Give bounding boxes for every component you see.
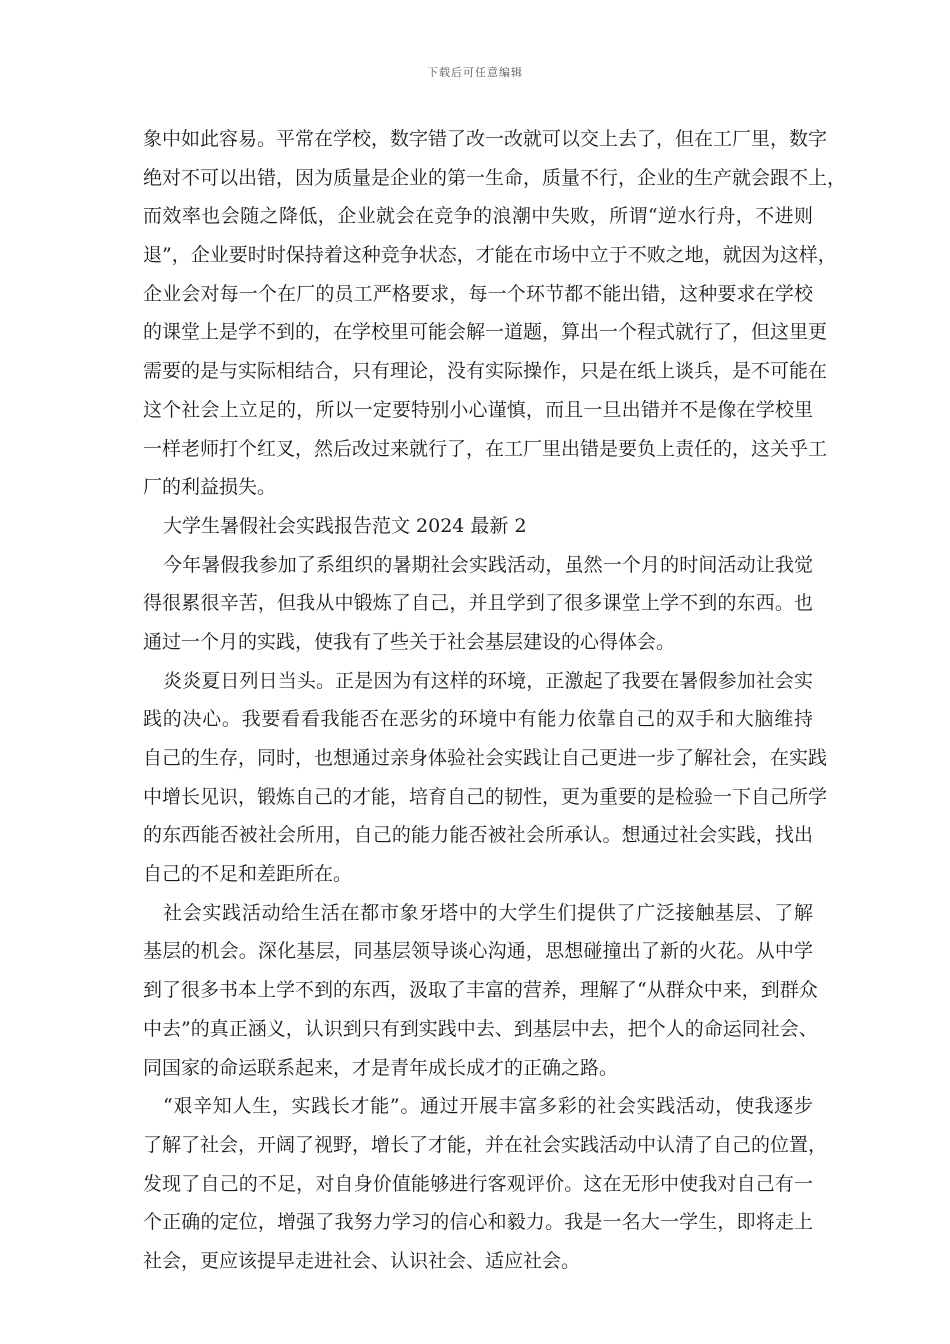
page-header: 下载后可任意编辑: [427, 66, 523, 79]
text-line: 的东西能否被社会所用，自己的能力能否被社会所承认。想通过社会实践，找出: [143, 824, 813, 847]
text-line: 中增长见识，锻炼自己的才能，培育自己的韧性，更为重要的是检验一下自己所学: [143, 785, 828, 808]
text-line: 践的决心。我要看看我能否在恶劣的环境中有能力依靠自己的双手和大脑维持: [143, 708, 813, 731]
text-line: 到了很多书本上学不到的东西，汲取了丰富的营养，理解了“从群众中来，到群众: [143, 979, 818, 1002]
document-body: [143, 120, 847, 1281]
text-line: 中去”的真正涵义，认识到只有到实践中去、到基层中去，把个人的命运同社会、: [143, 1017, 818, 1040]
text-line: 基层的机会。深化基层，同基层领导谈心沟通，思想碰撞出了新的火花。从中学: [143, 940, 813, 963]
text-line: 绝对不可以出错，因为质量是企业的第一生命，质量不行，企业的生产就会跟不上，: [143, 166, 847, 189]
text-line: 退”，企业要时时保持着这种竞争状态，才能在市场中立于不败之地，就因为这样，: [143, 244, 837, 267]
text-line: 需要的是与实际相结合，只有理论，没有实际操作，只是在纸上谈兵，是不可能在: [143, 360, 828, 383]
text-line: 个正确的定位，增强了我努力学习的信心和毅力。我是一名大一学生，即将走上: [143, 1211, 813, 1234]
text-line: 同国家的命运联系起来，才是青年成长成才的正确之路。: [143, 1056, 619, 1079]
text-line: 一样老师打个红叉，然后改过来就行了，在工厂里出错是要负上责任的，这关乎工: [143, 437, 828, 460]
text-line: 炎炎夏日列日当头。正是因为有这样的环境，正激起了我要在暑假参加社会实: [163, 669, 813, 692]
text-line: 象中如此容易。平常在学校，数字错了改一改就可以交上去了，但在工厂里，数字: [143, 128, 828, 150]
text-line: 厂的利益损失。: [143, 476, 277, 499]
text-line: 了解了社会，开阔了视野，增长了才能，并在社会实践活动中认清了自己的位置，: [143, 1133, 828, 1156]
text-line: 得很累很辛苦，但我从中锻炼了自己，并且学到了很多课堂上学不到的东西。也: [143, 592, 813, 615]
text-line: 大学生暑假社会实践报告范文 2024 最新 2: [163, 514, 527, 537]
text-line: 社会，更应该提早走进社会、认识社会、适应社会。: [143, 1249, 581, 1272]
text-line: 的课堂上是学不到的，在学校里可能会解一道题，算出一个程式就行了，但这里更: [143, 321, 828, 344]
text-line: 社会实践活动给生活在都市象牙塔中的大学生们提供了广泛接触基层、了解: [163, 901, 813, 924]
text-line: “艰辛知人生，实践长才能”。通过开展丰富多彩的社会实践活动，使我逐步: [163, 1095, 813, 1118]
text-line: 自己的不足和差距所在。: [143, 863, 353, 886]
text-line: 通过一个月的实践，使我有了些关于社会基层建设的心得体会。: [143, 630, 676, 653]
text-line: 自己的生存，同时，也想通过亲身体验社会实践让自己更进一步了解社会，在实践: [143, 747, 828, 769]
text-line: 企业会对每一个在厂的员工严格要求，每一个环节都不能出错，这种要求在学校: [143, 282, 813, 305]
text-line: 发现了自己的不足，对自身价值能够进行客观评价。这在无形中使我对自己有一: [143, 1172, 813, 1195]
text-line: 这个社会上立足的，所以一定要特别小心谨慎，而且一旦出错并不是像在学校里: [143, 398, 813, 421]
text-line: 而效率也会随之降低，企业就会在竞争的浪潮中失败，所谓“逆水行舟，不进则: [143, 205, 813, 228]
text-line: 今年暑假我参加了系组织的暑期社会实践活动，虽然一个月的时间活动让我觉: [163, 553, 813, 576]
